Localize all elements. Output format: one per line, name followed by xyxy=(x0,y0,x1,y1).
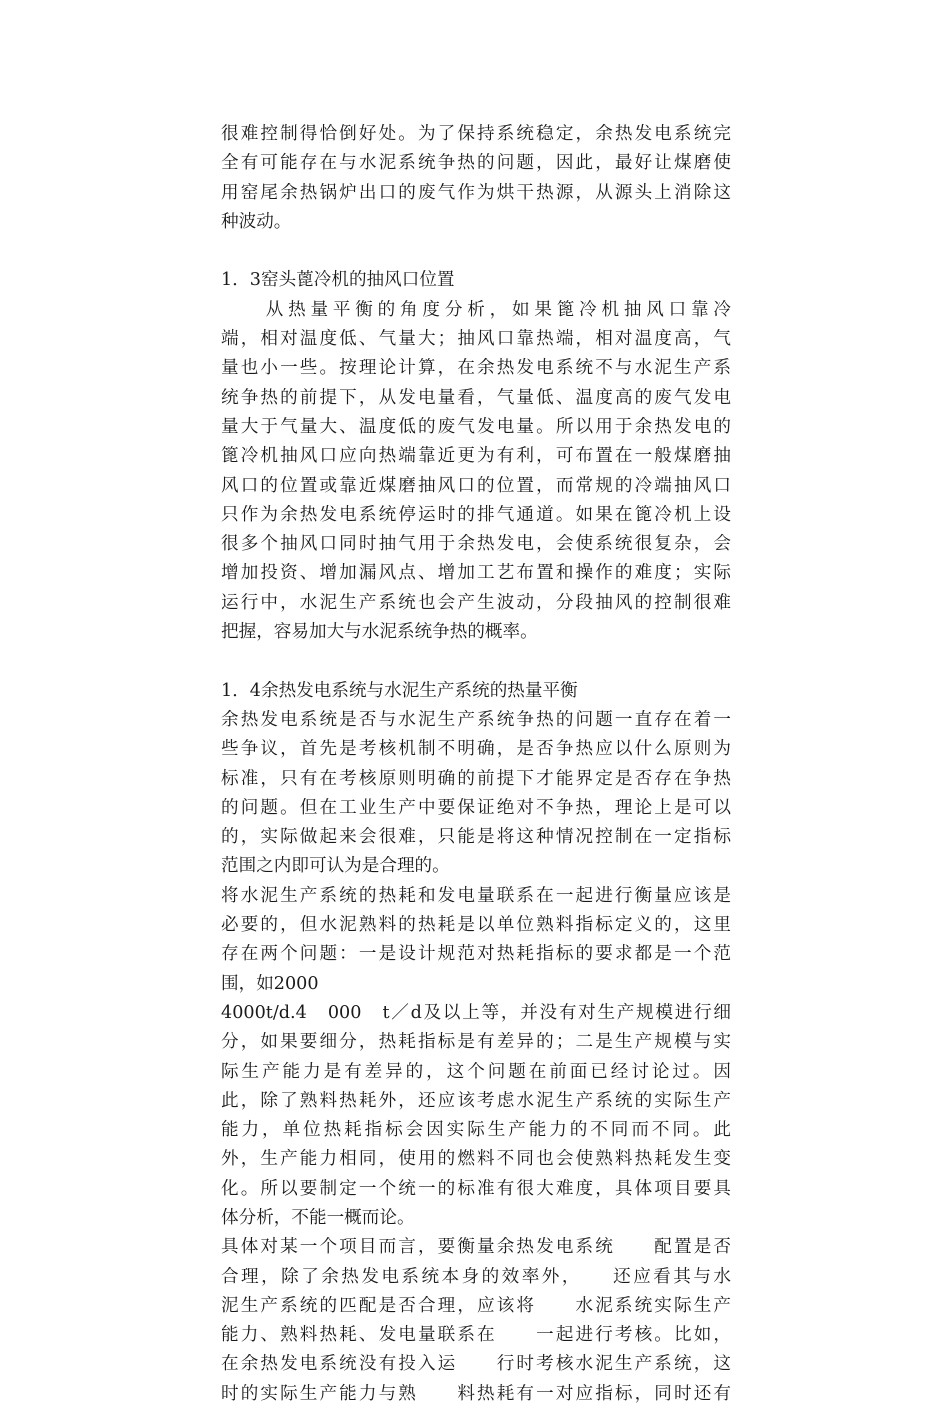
text-line: 合理，除了余热发电系统本身的效率外， 还应看其与水 xyxy=(221,1266,731,1287)
text-line: 量也小一些。按理论计算，在余热发电系统不与水泥生产系 xyxy=(221,358,731,379)
text-line: 余热发电系统是否与水泥生产系统争热的问题一直存在着一 xyxy=(221,709,731,730)
section-1-4-paragraph-3 xyxy=(221,1233,731,1409)
text-line: 际生产能力是有差异的，这个问题在前面已经讨论过。因 xyxy=(221,1061,731,1082)
text-line: 范围之内即可认为是合理的。 xyxy=(221,856,450,877)
text-line: 运行中，水泥生产系统也会产生波动，分段抽风的控制很难 xyxy=(221,592,731,613)
text-line: 4000t/d.4 000 t／d及以上等，并没有对生产规模进行细 xyxy=(221,1002,731,1023)
text-line: 统争热的前提下，从发电量看，气量低、温度高的废气发电 xyxy=(221,387,731,408)
text-line: 很多个抽风口同时抽气用于余热发电，会使系统很复杂，会 xyxy=(221,534,731,555)
section-1-4-paragraph-2 xyxy=(221,882,731,1234)
text-line: 此，除了熟料热耗外，还应该考虑水泥生产系统的实际生产 xyxy=(221,1090,731,1111)
paragraph-spacer xyxy=(221,237,731,266)
text-line: 时的实际生产能力与熟 料热耗有一对应指标，同时还有 xyxy=(221,1383,731,1404)
text-line: 的问题。但在工业生产中要保证绝对不争热，理论上是可以 xyxy=(221,797,731,818)
text-line: 的，实际做起来会很难，只能是将这种情况控制在一定指标 xyxy=(221,827,731,848)
intro-paragraph xyxy=(221,120,731,237)
text-line: 存在两个问题：一是设计规范对热耗指标的要求都是一个范 xyxy=(221,944,731,965)
text-line: 只作为余热发电系统停运时的排气通道。如果在篦冷机上设 xyxy=(221,504,731,525)
text-line: 具体对某一个项目而言，要衡量余热发电系统 配置是否 xyxy=(221,1237,731,1258)
section-heading-1-3: 1．3窑头蓖冷机的抽风口位置 xyxy=(221,270,455,291)
text-line: 泥生产系统的匹配是否合理，应该将 水泥系统实际生产 xyxy=(221,1295,731,1316)
text-line: 能力，单位热耗指标会因实际生产能力的不同而不同。此 xyxy=(221,1120,731,1141)
text-line: 围，如2000 xyxy=(221,973,319,994)
text-line: 从热量平衡的角度分析，如果篦冷机抽风口靠冷 xyxy=(221,299,731,320)
text-line: 些争议，首先是考核机制不明确，是否争热应以什么原则为 xyxy=(221,739,731,760)
text-line: 端，相对温度低、气量大；抽风口靠热端，相对温度高，气 xyxy=(221,329,731,350)
text-line: 在余热发电系统没有投入运 行时考核水泥生产系统，这 xyxy=(221,1354,731,1375)
text-line: 用窑尾余热锅炉出口的废气作为烘干热源，从源头上消除这 xyxy=(221,182,731,203)
text-line: 增加投资、增加漏风点、增加工艺布置和操作的难度；实际 xyxy=(221,563,731,584)
section-1-3-paragraph xyxy=(221,296,731,648)
text-line: 量大于气量大、温度低的废气发电量。所以用于余热发电的 xyxy=(221,416,731,437)
document-body xyxy=(221,120,731,1409)
text-line: 体分析，不能一概而论。 xyxy=(221,1207,415,1228)
text-line: 分，如果要细分，热耗指标是有差异的；二是生产规模与实 xyxy=(221,1032,731,1053)
text-line: 篦冷机抽风口应向热端靠近更为有利，可布置在一般煤磨抽 xyxy=(221,446,731,467)
text-line: 外，生产能力相同，使用的燃料不同也会使熟料热耗发生变 xyxy=(221,1149,731,1170)
text-line: 化。所以要制定一个统一的标准有很大难度，具体项目要具 xyxy=(221,1178,731,1199)
text-line: 全有可能存在与水泥系统争热的问题，因此，最好让煤磨使 xyxy=(221,153,731,174)
paragraph-spacer xyxy=(221,647,731,676)
text-line: 能力、熟料热耗、发电量联系在 一起进行考核。比如， xyxy=(221,1325,731,1346)
text-line: 把握，容易加大与水泥系统争热的概率。 xyxy=(221,622,538,643)
text-line: 标准，只有在考核原则明确的前提下才能界定是否存在争热 xyxy=(221,768,731,789)
text-line: 种波动。 xyxy=(221,211,292,232)
text-line: 很难控制得恰倒好处。为了保持系统稳定，余热发电系统完 xyxy=(221,124,731,144)
text-line: 风口的位置或靠近煤磨抽风口的位置，而常规的冷端抽风口 xyxy=(221,475,731,496)
section-1-4-paragraph-1 xyxy=(221,706,731,882)
text-line: 将水泥生产系统的热耗和发电量联系在一起进行衡量应该是 xyxy=(221,885,731,906)
text-line: 必要的，但水泥熟料的热耗是以单位熟料指标定义的，这里 xyxy=(221,915,731,936)
section-heading-1-4: 1．4余热发电系统与水泥生产系统的热量平衡 xyxy=(221,680,578,701)
